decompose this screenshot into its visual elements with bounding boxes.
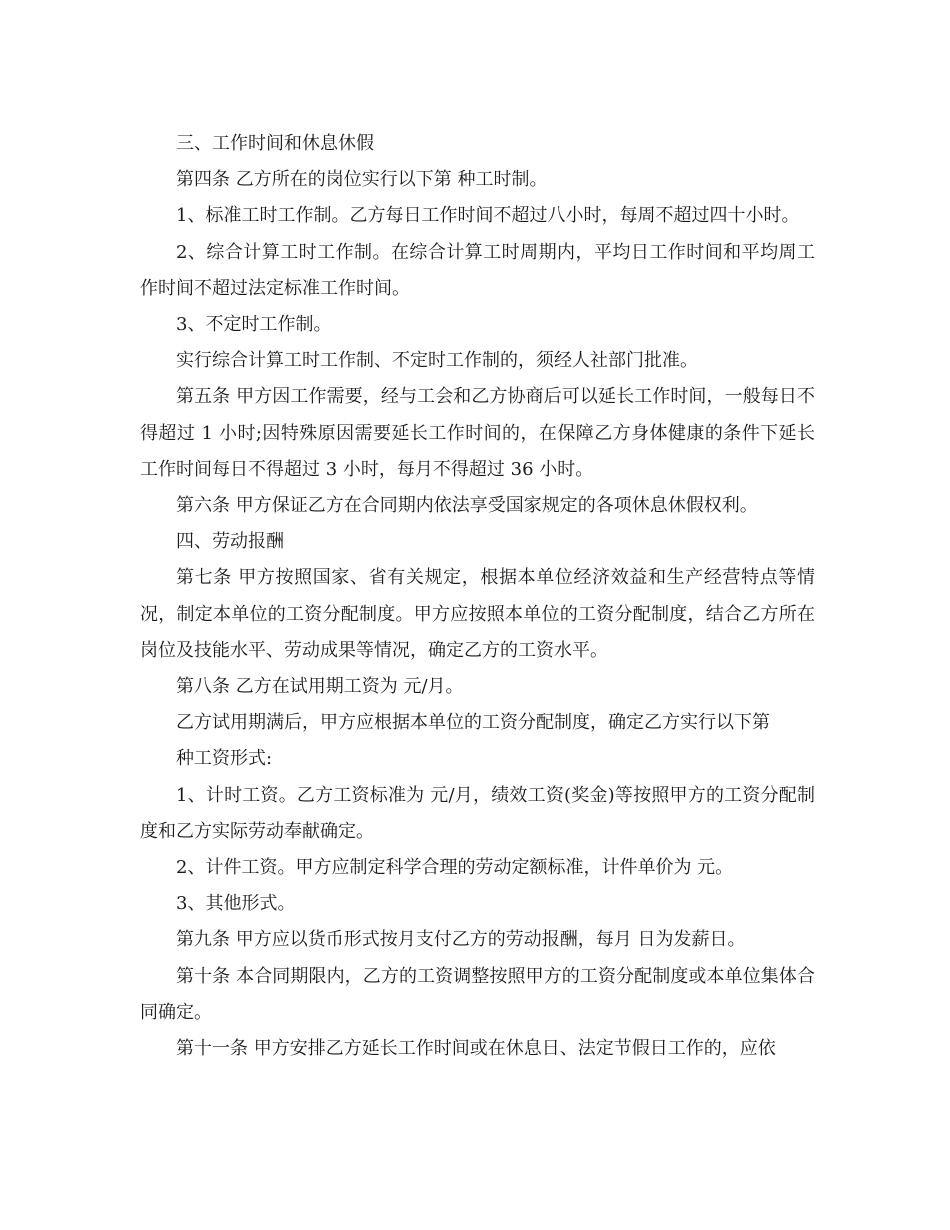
article-10: 第十条 本合同期限内，乙方的工资调整按照甲方的工资分配制度或本单位集体合同确定。 bbox=[140, 965, 815, 1023]
article-5: 第五条 甲方因工作需要，经与工会和乙方协商后可以延长工作时间，一般每日不得超过 1 小时;因特殊原因需要延长工作时间的，在保障乙方身体健康的条件下延长工作时间每日不得超过 3 小时，每月不得超过 36 小时。 bbox=[140, 386, 815, 480]
article-4-item-2: 2、综合计算工时工作制。在综合计算工时周期内，平均日工作时间和平均周工作时间不超过法定标准工作时间。 bbox=[140, 241, 815, 299]
article-8-item-2: 2、计件工资。甲方应制定科学合理的劳动定额标准，计件单价为 元。 bbox=[176, 857, 734, 879]
section-heading-work-hours: 三、工作时间和休息休假 bbox=[176, 133, 374, 154]
article-8: 第八条 乙方在试用期工资为 元/月。 bbox=[176, 676, 464, 698]
article-8-wage-form: 种工资形式: bbox=[176, 748, 273, 770]
article-4-item-1: 1、标准工时工作制。乙方每日工作时间不超过八小时，每周不超过四十小时。 bbox=[176, 205, 800, 227]
article-8-item-1: 1、计时工资。乙方工资标准为 元/月，绩效工资(奖金)等按照甲方的工资分配制度和乙方实际劳动奉献确定。 bbox=[140, 784, 815, 842]
section-heading-remuneration: 四、劳动报酬 bbox=[176, 531, 284, 553]
article-8-item-3: 3、其他形式。 bbox=[176, 893, 296, 915]
article-4: 第四条 乙方所在的岗位实行以下第 种工时制。 bbox=[176, 169, 548, 191]
article-7: 第七条 甲方按照国家、省有关规定，根据本单位经济效益和生产经营特点等情况，制定本单位的工资分配制度。甲方应按照本单位的工资分配制度，结合乙方所在岗位及技能水平、劳动成果等情况，确定乙方的工资水平。 bbox=[140, 567, 815, 661]
article-6: 第六条 甲方保证乙方在合同期内依法享受国家规定的各项休息休假权利。 bbox=[176, 495, 758, 517]
article-4-note: 实行综合计算工时工作制、不定时工作制的，须经人社部门批准。 bbox=[176, 350, 698, 372]
article-11: 第十一条 甲方安排乙方延长工作时间或在休息日、法定节假日工作的，应依 bbox=[176, 1038, 776, 1060]
article-9: 第九条 甲方应以货币形式按月支付乙方的劳动报酬，每月 日为发薪日。 bbox=[176, 929, 746, 951]
article-8-continuation: 乙方试用期满后，甲方应根据本单位的工资分配制度，确定乙方实行以下第 bbox=[176, 712, 770, 734]
article-4-item-3: 3、不定时工作制。 bbox=[176, 314, 332, 336]
document-body bbox=[140, 126, 815, 1067]
